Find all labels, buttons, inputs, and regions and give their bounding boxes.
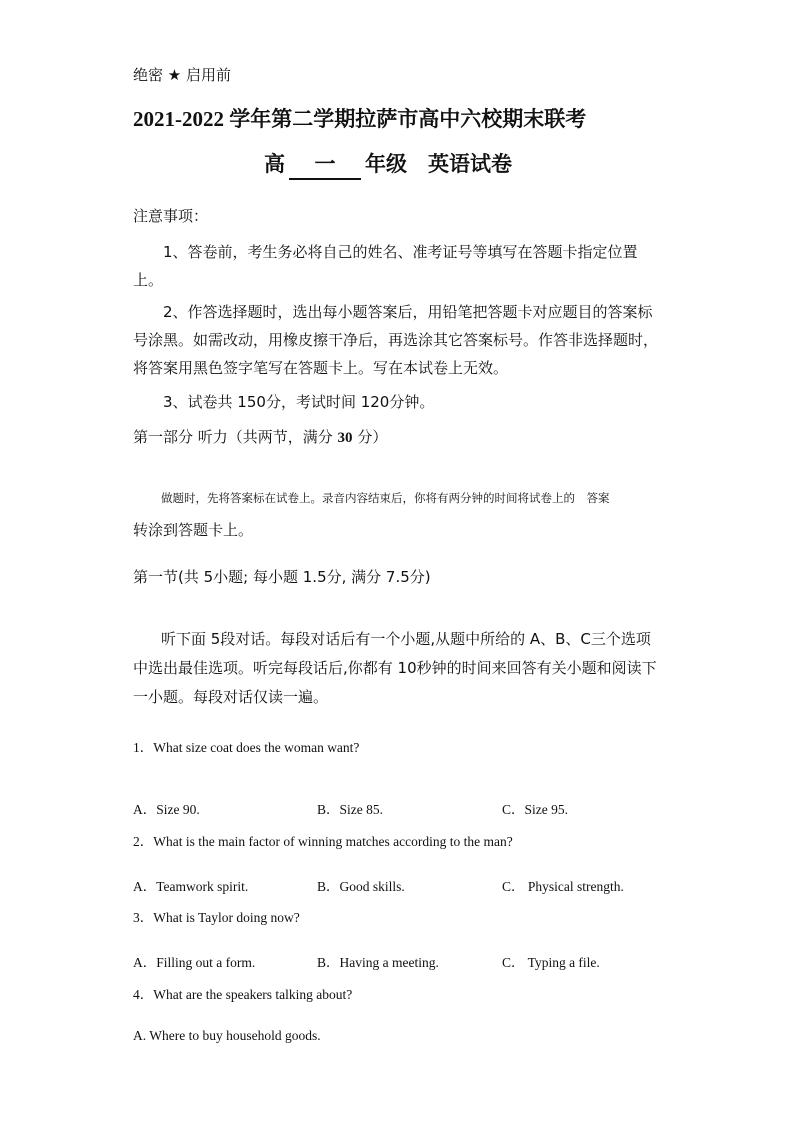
grade-suffix: 年级 英语试卷 <box>365 152 512 176</box>
question-1-option-a: A．Size 90. <box>133 802 200 817</box>
question-3-option-c: C． Typing a file. <box>502 955 600 970</box>
listening-instruction-line1: 做题时，先将答案标在试卷上。录音内容结束后，你将有两分钟的时间将试卷上的 答案 <box>161 491 610 505</box>
question-2-option-a: A．Teamwork spirit. <box>133 879 249 894</box>
question-3-stem: 3．What is Taylor doing now? <box>133 910 300 925</box>
notes-heading: 注意事项： <box>133 207 209 225</box>
question-3-option-a: A．Filling out a form. <box>133 955 256 970</box>
section1-heading: 第一节(共 5小题; 每小题 1.5分, 满分 7.5分) <box>133 568 431 586</box>
question-1-option-b: B．Size 85. <box>317 802 383 817</box>
question-4-option-a: A. Where to buy household goods. <box>133 1028 321 1043</box>
question-4-stem: 4．What are the speakers talking about? <box>133 987 353 1002</box>
grade-blank: 一 <box>289 148 361 180</box>
note-item-3: 3、试卷共 150分，考试时间 120分钟。 <box>163 393 435 411</box>
question-1-stem: 1．What size coat does the woman want? <box>133 740 360 755</box>
question-1-option-c: C．Size 95. <box>502 802 568 817</box>
exam-subtitle <box>264 148 512 180</box>
note-item-2: 2、作答选择题时，选出每小题答案后，用铅笔把答题卡对应题目的答案标号涂黑。如需改动，用橡皮擦干净后，再选涂其它答案标号。作答非选择题时，将答案用黑色签字笔写在答题卡上。写在本试卷上无效。 <box>133 303 659 377</box>
question-2-option-b: B．Good skills. <box>317 879 405 894</box>
listening-instruction-line2: 转涂到答题卡上。 <box>133 521 254 539</box>
question-3-option-b: B．Having a meeting. <box>317 955 439 970</box>
confidential-label: 绝密 ★ 启用前 <box>133 66 231 84</box>
section1-directions: 听下面 5段对话。每段对话后有一个小题,从题中所给的 A、B、C三个选项中选出最佳选项。听完每段话后,你都有 10秒钟的时间来回答有关小题和阅读下一小题。每段对话仅读一遍。 <box>133 630 657 706</box>
part1-heading: 第一部分 听力（共两节，满分 30 分） <box>133 428 388 446</box>
note-item-1: 1、答卷前，考生务必将自己的姓名、准考证号等填写在答题卡指定位置上。 <box>133 243 638 289</box>
question-2-stem: 2．What is the main factor of winning matches according to the man? <box>133 834 513 849</box>
exam-title: 2021-2022 学年第二学期拉萨市高中六校期末联考 <box>133 107 587 131</box>
part1-score: 30 <box>337 430 353 446</box>
grade-prefix: 高 <box>264 152 285 176</box>
question-2-option-c: C． Physical strength. <box>502 879 624 894</box>
